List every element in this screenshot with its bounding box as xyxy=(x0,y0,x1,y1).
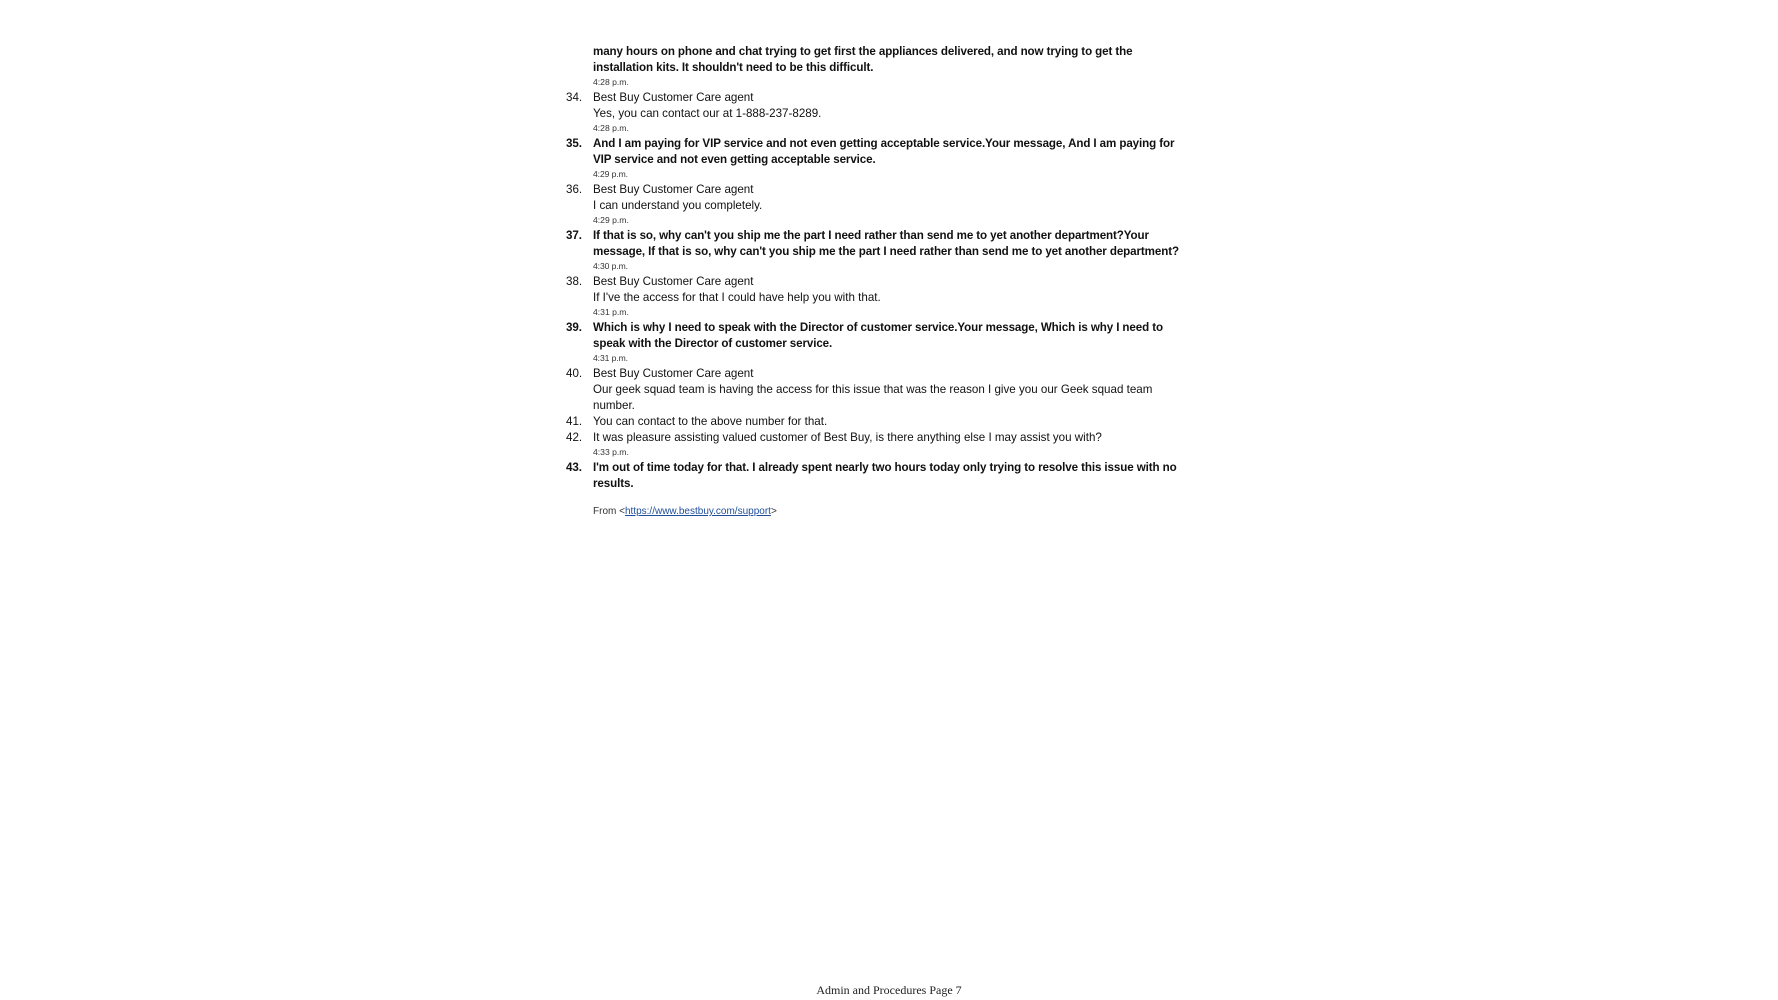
page-footer: Admin and Procedures Page 7 xyxy=(816,983,962,997)
sender-name: Best Buy Customer Care agent xyxy=(593,183,754,196)
item-number: 41. xyxy=(566,415,583,428)
item-number: 36. xyxy=(566,183,583,196)
message-line: installation kits. It shouldn't need to be this difficult. xyxy=(593,61,874,74)
message-line: If I've the access for that I could have help you with that. xyxy=(593,291,881,304)
source-prefix: From < xyxy=(593,506,625,517)
timestamp: 4:33 p.m. xyxy=(593,447,629,457)
message-line: Our geek squad team is having the access for this issue that was the reason I give you our Geek squad team xyxy=(593,383,1153,396)
timestamp: 4:31 p.m. xyxy=(593,353,628,363)
list-item xyxy=(566,320,1196,365)
item-number: 38. xyxy=(566,275,583,288)
list-item xyxy=(566,90,1196,135)
list-item xyxy=(566,274,1196,319)
message-line: VIP service and not even getting acceptable service. xyxy=(593,153,876,166)
item-number: 34. xyxy=(566,91,583,104)
item-number: 42. xyxy=(566,431,583,444)
message-line: Yes, you can contact our at 1-888-237-8289. xyxy=(593,107,822,120)
item-number: 35. xyxy=(566,137,582,150)
list-item xyxy=(566,366,1196,414)
list-item xyxy=(566,228,1196,273)
list-item xyxy=(566,136,1196,181)
item-number: 39. xyxy=(566,321,582,334)
timestamp: 4:29 p.m. xyxy=(593,215,629,225)
message-line: If that is so, why can't you ship me the part I need rather than send me to yet another department?Your xyxy=(593,229,1149,242)
message-line: speak with the Director of customer service. xyxy=(593,337,833,350)
item-number: 40. xyxy=(566,367,583,380)
list-item xyxy=(566,414,1196,430)
timestamp: 4:30 p.m. xyxy=(593,261,628,271)
source-citation xyxy=(593,505,1196,519)
source-link[interactable]: https://www.bestbuy.com/support xyxy=(624,506,771,517)
message-line: number. xyxy=(593,399,635,412)
message-line: You can contact to the above number for that. xyxy=(593,415,828,428)
timestamp: 4:28 p.m. xyxy=(593,123,629,133)
item-number: 43. xyxy=(566,461,582,474)
timestamp: 4:31 p.m. xyxy=(593,307,629,317)
item-number: 37. xyxy=(566,229,582,242)
list-item xyxy=(566,182,1196,227)
message-line: results. xyxy=(593,477,634,490)
chat-transcript xyxy=(566,44,1196,519)
message-line: And I am paying for VIP service and not even getting acceptable service.Your message, And I am paying for xyxy=(593,137,1175,150)
message-line: I can understand you completely. xyxy=(593,199,763,212)
timestamp: 4:29 p.m. xyxy=(593,169,628,179)
list-item xyxy=(566,430,1196,459)
sender-name: Best Buy Customer Care agent xyxy=(593,367,754,380)
message-continuation xyxy=(593,44,1196,76)
message-line: I'm out of time today for that. I already spent nearly two hours today only trying to resolve this issue with no xyxy=(593,461,1177,474)
message-line: message, If that is so, why can't you ship me the part I need rather than send me to yet another department? xyxy=(593,245,1179,258)
sender-name: Best Buy Customer Care agent xyxy=(593,275,754,288)
list-item xyxy=(566,460,1196,492)
message-line: Which is why I need to speak with the Director of customer service.Your message, Which is why I need to xyxy=(593,321,1163,334)
message-line: many hours on phone and chat trying to get first the appliances delivered, and now trying to get the xyxy=(593,45,1133,58)
message-line: It was pleasure assisting valued customer of Best Buy, is there anything else I may assist you with? xyxy=(593,431,1102,444)
sender-name: Best Buy Customer Care agent xyxy=(593,91,754,104)
timestamp: 4:28 p.m. xyxy=(593,77,629,87)
source-suffix: > xyxy=(770,506,777,517)
